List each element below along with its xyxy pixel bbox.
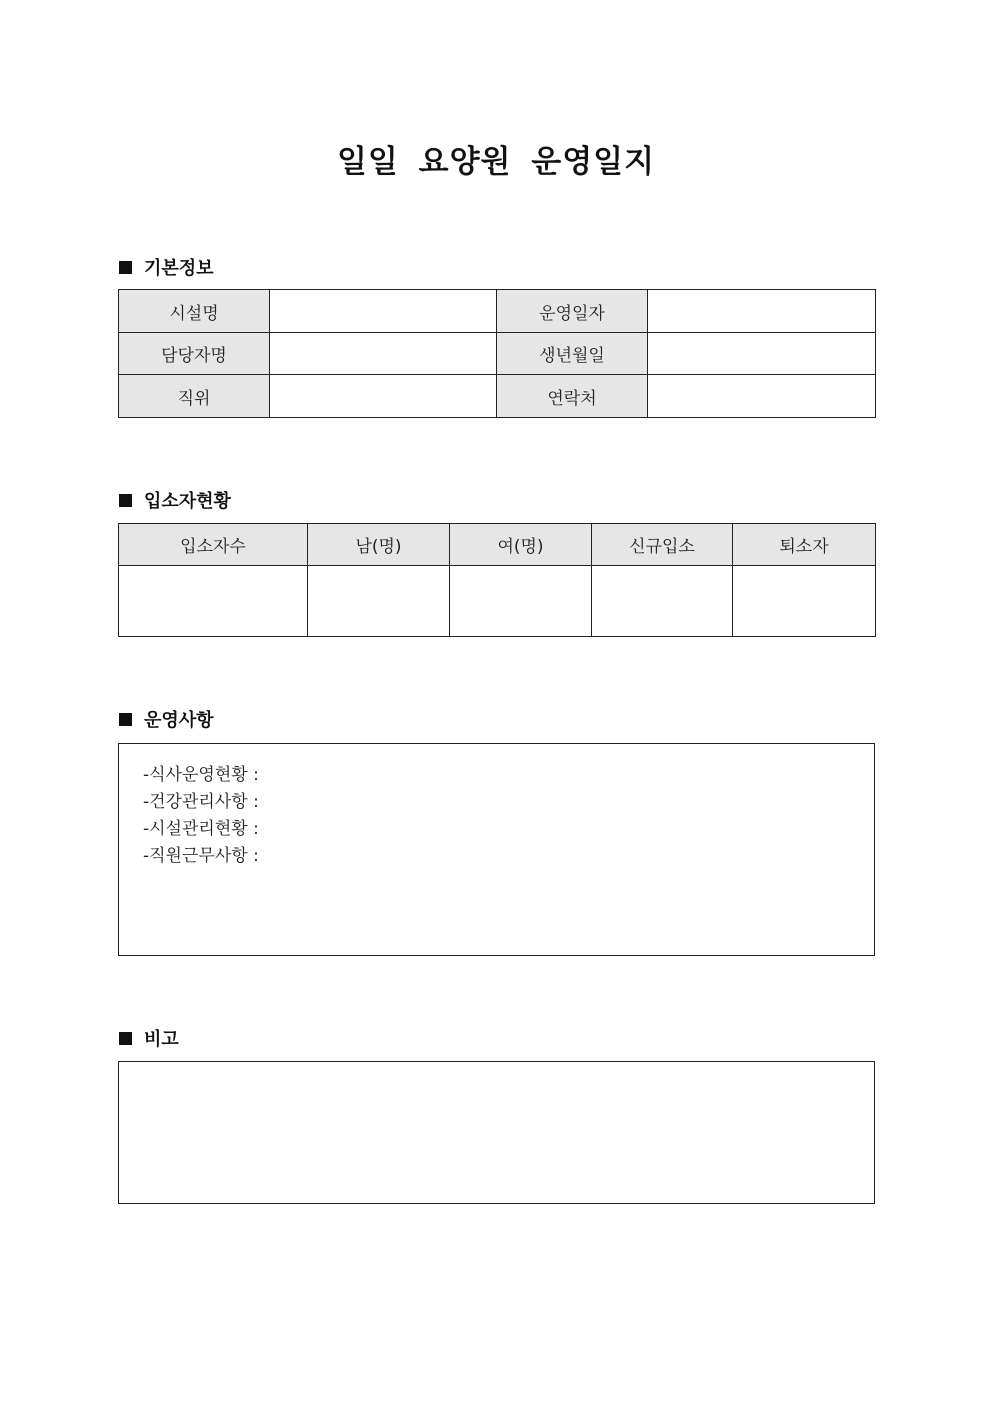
- basic-info-heading: [119, 254, 214, 280]
- residents-heading-text: 입소자현황: [144, 491, 231, 512]
- operations-heading-text: 운영사항: [144, 710, 214, 731]
- position-label: 직위: [119, 375, 270, 418]
- facility-name-field[interactable]: [270, 290, 497, 333]
- remarks-heading: [119, 1025, 179, 1051]
- residents-table: [118, 523, 876, 637]
- document-title: 일일 요양원 운영일지: [336, 144, 656, 180]
- table-header-row: [119, 524, 876, 566]
- operations-list: [143, 762, 259, 870]
- facility-management-line: -시설관리현황 :: [143, 819, 259, 839]
- discharged-header: 퇴소자: [733, 524, 876, 566]
- facility-name-label: 시설명: [119, 290, 270, 333]
- operations-box[interactable]: [118, 743, 875, 956]
- new-admission-field[interactable]: [592, 566, 733, 637]
- square-bullet-icon: [119, 713, 132, 726]
- male-count-field[interactable]: [308, 566, 450, 637]
- square-bullet-icon: [119, 261, 132, 274]
- new-admission-header: 신규입소: [592, 524, 733, 566]
- female-count-field[interactable]: [450, 566, 592, 637]
- health-care-line: -건강관리사항 :: [143, 792, 259, 812]
- operation-date-field[interactable]: [648, 290, 876, 333]
- manager-name-field[interactable]: [270, 333, 497, 375]
- table-row: [119, 290, 876, 333]
- female-count-header: 여(명): [450, 524, 592, 566]
- operations-heading: [119, 706, 214, 732]
- birth-date-field[interactable]: [648, 333, 876, 375]
- resident-count-header: 입소자수: [119, 524, 308, 566]
- operation-date-label: 운영일자: [497, 290, 648, 333]
- basic-info-heading-text: 기본정보: [144, 258, 214, 279]
- table-row: [119, 333, 876, 375]
- male-count-header: 남(명): [308, 524, 450, 566]
- basic-info-table: [118, 289, 876, 418]
- birth-date-label: 생년월일: [497, 333, 648, 375]
- contact-label: 연락처: [497, 375, 648, 418]
- table-row: [119, 566, 876, 637]
- remarks-heading-text: 비고: [144, 1029, 179, 1050]
- meal-operation-line: -식사운영현황 :: [143, 765, 259, 785]
- square-bullet-icon: [119, 494, 132, 507]
- position-field[interactable]: [270, 375, 497, 418]
- manager-name-label: 담당자명: [119, 333, 270, 375]
- staff-duty-line: -직원근무사항 :: [143, 846, 259, 866]
- resident-count-field[interactable]: [119, 566, 308, 637]
- square-bullet-icon: [119, 1032, 132, 1045]
- remarks-box[interactable]: [118, 1061, 875, 1204]
- contact-field[interactable]: [648, 375, 876, 418]
- residents-heading: [119, 487, 231, 513]
- discharged-field[interactable]: [733, 566, 876, 637]
- table-row: [119, 375, 876, 418]
